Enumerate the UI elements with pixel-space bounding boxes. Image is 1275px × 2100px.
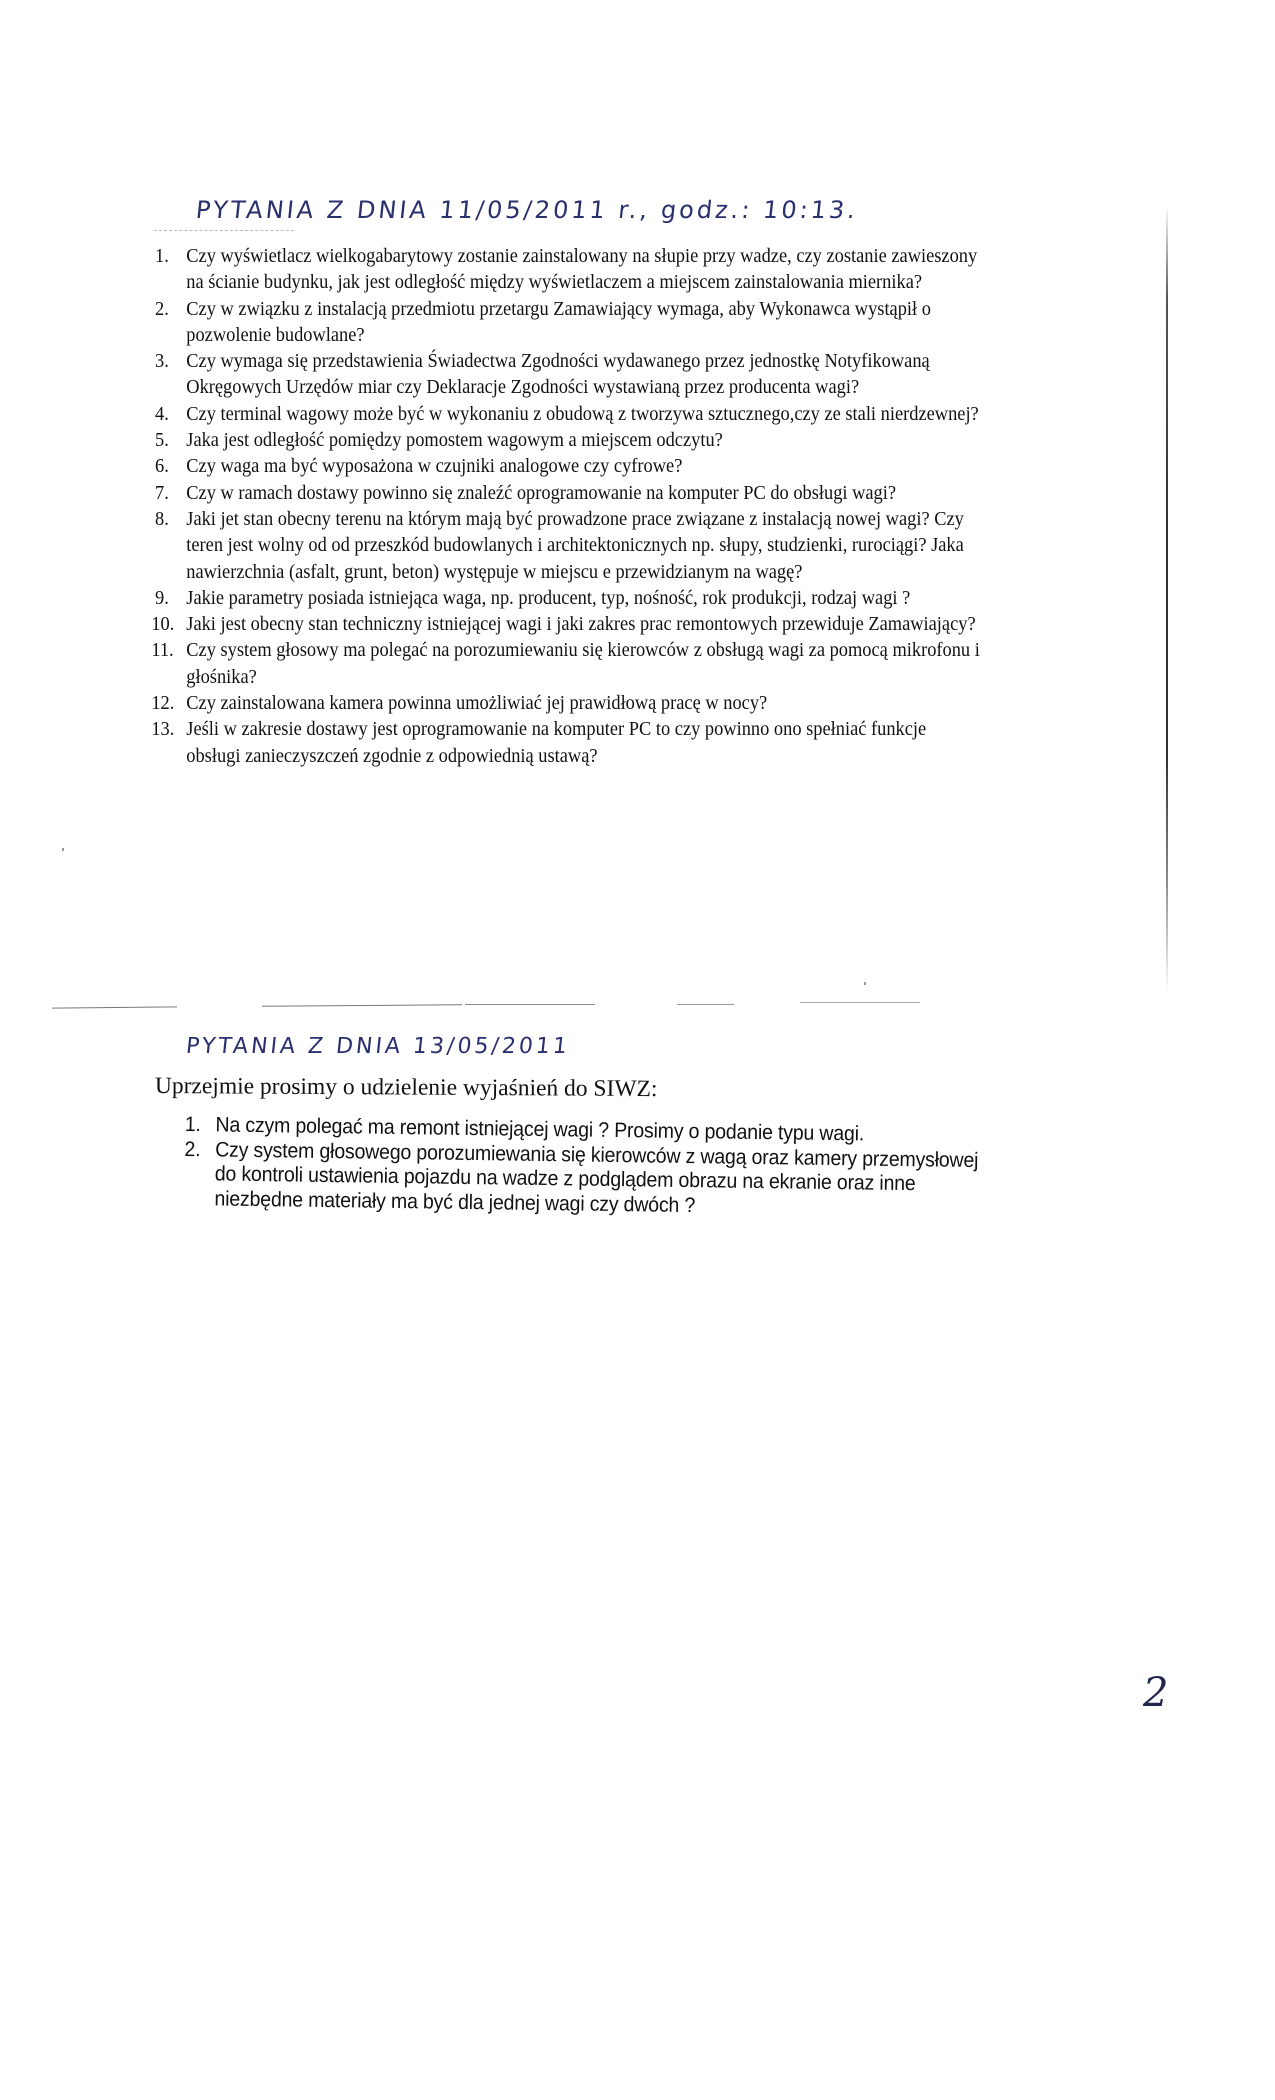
questions-list-2 [184,1113,994,1222]
question-item [155,506,983,585]
question-number: 13. [151,718,175,741]
question-text: Czy waga ma być wyposażona w czujniki analogowe czy cyfrowe? [186,455,683,478]
question-item [151,716,983,769]
handwritten-page-number: 2 [1143,1670,1169,1716]
question-item [155,480,983,506]
question-number: 9. [155,586,169,609]
question-item [155,243,983,296]
question-text: Jaka jest odległość pomiędzy pomostem wagowym a miejscem odczytu? [186,429,723,452]
question-item [184,1137,994,1222]
question-item [151,611,983,637]
separator-line [465,1004,595,1005]
question-number: 1. [184,1113,201,1137]
question-text: Czy wymaga się przedstawienia Świadectwa Zgodności wydawanego przez jednostkę Notyfikowaną Okręgowych Urzędów miar czy Deklaracje Zgodności wystawianą przez producenta wagi? [186,350,930,399]
separator-line [677,1004,734,1005]
handwritten-heading-2-text: PYTANIA Z DNIA 13/05/2011 [184,1034,572,1059]
question-number: 3. [155,350,169,373]
handwritten-heading-1 [195,196,860,224]
heading-underline [154,230,294,231]
scan-speck [864,982,866,985]
question-number: 6. [155,455,169,478]
question-text: Jaki jest obecny stan techniczny istniejącej wagi i jaki zakres prac remontowych przewiduje Zamawiający? [186,613,976,636]
question-number: 10. [151,613,175,636]
separator-line [52,1006,177,1008]
scan-edge-line [1166,205,1168,995]
question-number: 4. [155,402,169,425]
question-number: 5. [155,429,169,452]
question-item [155,348,983,401]
question-text: Czy w ramach dostawy powinno się znaleźć oprogramowanie na komputer PC do obsługi wagi? [186,481,897,504]
question-text: Czy system głosowy ma polegać na porozumiewaniu się kierowców z obsługą wagi za pomocą mikrofonu i głośnika? [186,639,980,688]
question-text: Jeśli w zakresie dostawy jest oprogramowanie na komputer PC to czy powinno ono spełniać funkcje obsługi zanieczyszczeń zgodnie z odpowiednią ustawą? [186,718,927,767]
handwritten-heading-2 [185,1034,571,1059]
question-item [155,453,983,479]
question-text: Jakie parametry posiada istniejąca waga, np. producent, typ, nośność, rok produkcji, rodzaj wagi ? [186,586,911,609]
question-number: 1. [155,245,169,267]
separator-line [800,1002,920,1003]
question-number: 7. [155,481,169,504]
question-number: 2. [155,297,169,320]
question-text: Czy wyświetlacz wielkogabarytowy zostanie zainstalowany na słupie przy wadze, czy zostanie zawieszony na ścianie budynku, jak jest odległość między wyświetlaczem a miejscem zainstalowania miernika? [186,245,978,294]
intro-text: Uprzejmie prosimy o udzielenie wyjaśnień do SIWZ: [154,1073,658,1103]
question-text: Czy w związku z instalacją przedmiotu przetargu Zamawiający wymaga, aby Wykonawca wystąpił o pozwolenie budowlane? [186,297,931,346]
questions-list-1 [151,243,983,769]
question-item [155,296,983,349]
question-item [155,427,983,453]
scan-speck [62,848,64,851]
question-item [151,637,983,690]
question-number: 11. [151,639,174,662]
question-item [151,690,983,716]
question-item [155,585,983,611]
question-text: Jaki jet stan obecny terenu na którym mają być prowadzone prace związane z instalacją nowej wagi? Czy teren jest wolny od od przeszkód budowlanych i architektonicznych np. słupy, studzienki, rurociągi? Jaka nawierzchnia (asfalt, grunt, beton) występuje w miejscu e przewidzianym na wagę? [186,507,964,583]
separator-line [262,1004,462,1006]
question-number: 2. [184,1137,201,1161]
question-item [155,401,983,427]
question-number: 8. [155,507,169,530]
question-text: Czy zainstalowana kamera powinna umożliwiać jej prawidłową pracę w nocy? [186,692,768,715]
question-text: Czy terminal wagowy może być w wykonaniu z obudową z tworzywa sztucznego,czy ze stali nierdzewnej? [186,402,979,425]
question-number: 12. [151,692,175,715]
question-text: Na czym polegać ma remont istniejącej wagi ? Prosimy o podanie typu wagi. [215,1113,865,1146]
handwritten-heading-1-text: PYTANIA Z DNIA 11/05/2011 r., godz.: 10:13. [194,196,860,224]
question-text: Czy system głosowego porozumiewania się kierowców z wagą oraz kamery przemysłowej do kontroli ustawienia pojazdu na wadze z podglądem obrazu na ekranie oraz inne niezbędne materiały ma być dla jednej wagi czy dwóch ? [214,1137,979,1217]
